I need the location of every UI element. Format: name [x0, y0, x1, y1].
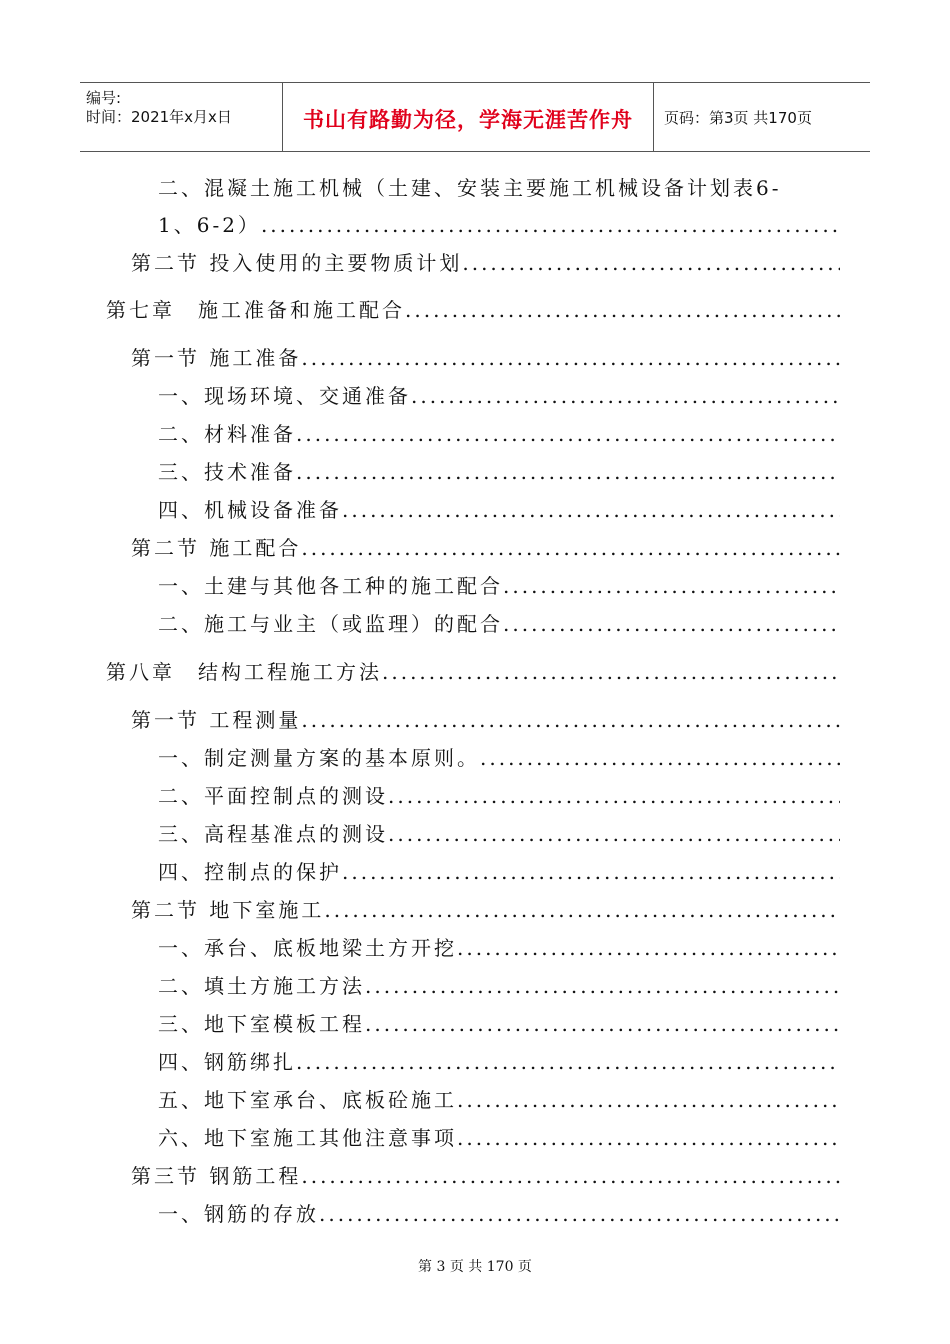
toc-entry[interactable]	[158, 1084, 840, 1112]
leader-dots	[457, 1126, 840, 1150]
header-page-cell	[654, 83, 870, 151]
toc-entry[interactable]	[131, 1160, 840, 1188]
leader-dots	[411, 384, 840, 408]
toc-entry[interactable]	[158, 608, 840, 636]
toc-entry-title: 三、地下室模板工程	[158, 1012, 365, 1036]
toc-entry-title: 1、6-2）	[158, 213, 261, 237]
toc-entry[interactable]	[158, 494, 840, 522]
toc-chapter[interactable]	[106, 294, 840, 322]
leader-dots	[382, 660, 840, 684]
toc-entry[interactable]	[158, 1198, 840, 1226]
toc-entry-title: 一、制定测量方案的基本原则。	[158, 746, 480, 770]
toc-entry[interactable]	[131, 532, 840, 560]
document-header	[80, 82, 870, 152]
toc-entry[interactable]	[158, 970, 840, 998]
header-motto-cell	[283, 83, 654, 151]
toc-entry[interactable]	[131, 894, 840, 922]
leader-dots	[261, 213, 840, 237]
toc-entry[interactable]	[158, 932, 840, 960]
toc-entry-title: 二、材料准备	[158, 422, 296, 446]
toc-entry[interactable]	[158, 570, 840, 598]
number-label: 编号:	[86, 89, 122, 107]
toc-entry-title: 第三节 钢筋工程	[131, 1164, 302, 1188]
leader-dots	[457, 1088, 840, 1112]
toc-entry-title: 二、平面控制点的测设	[158, 784, 388, 808]
leader-dots	[301, 1164, 840, 1188]
toc-entry-title: 第二节 施工配合	[131, 536, 302, 560]
toc-entry-title: 第八章 结构工程施工方法	[106, 660, 382, 684]
toc-entry[interactable]	[131, 247, 840, 275]
leader-dots	[503, 612, 840, 636]
footer-page-number: 第 3 页 共 170 页	[418, 1259, 532, 1275]
leader-dots	[365, 1012, 840, 1036]
toc-entry-title: 二、填土方施工方法	[158, 974, 365, 998]
toc-entry-title: 一、钢筋的存放	[158, 1202, 319, 1226]
toc-entry[interactable]	[158, 1046, 840, 1074]
leader-dots	[296, 460, 840, 484]
leader-dots	[480, 746, 840, 770]
leader-dots	[388, 822, 840, 846]
leader-dots	[324, 898, 840, 922]
leader-dots	[342, 498, 840, 522]
toc-entry-title: 三、技术准备	[158, 460, 296, 484]
leader-dots	[296, 1050, 840, 1074]
leader-dots	[342, 860, 840, 884]
toc-entry[interactable]	[158, 818, 840, 846]
toc-entry-title: 第七章 施工准备和施工配合	[106, 298, 405, 322]
toc-entry-title: 二、施工与业主（或监理）的配合	[158, 612, 503, 636]
toc-entry-title: 第二节 地下室施工	[131, 898, 325, 922]
toc-entry-title: 四、机械设备准备	[158, 498, 342, 522]
leader-dots	[388, 784, 840, 808]
leader-dots	[503, 574, 840, 598]
toc-entry[interactable]	[158, 1008, 840, 1036]
toc-entry[interactable]	[158, 780, 840, 808]
toc-entry[interactable]	[158, 380, 840, 408]
toc-entry-title: 四、钢筋绑扎	[158, 1050, 296, 1074]
toc-entry[interactable]	[158, 856, 840, 884]
leader-dots	[301, 708, 840, 732]
toc-entry-title: 一、承台、底板地梁土方开挖	[158, 936, 457, 960]
leader-dots	[296, 422, 840, 446]
toc-entry-title: 四、控制点的保护	[158, 860, 342, 884]
toc-entry-title: 五、地下室承台、底板砼施工	[158, 1088, 457, 1112]
page-footer	[0, 1256, 950, 1276]
leader-dots	[301, 536, 840, 560]
toc-entry-title: 第一节 工程测量	[131, 708, 302, 732]
leader-dots	[319, 1202, 840, 1226]
toc-entry-title: 六、地下室施工其他注意事项	[158, 1126, 457, 1150]
toc-entry-title: 一、现场环境、交通准备	[158, 384, 411, 408]
toc-chapter[interactable]	[106, 656, 840, 684]
leader-dots	[405, 298, 840, 322]
toc-entry-title: 三、高程基准点的测设	[158, 822, 388, 846]
toc-entry[interactable]	[158, 209, 840, 237]
toc-entry[interactable]	[131, 704, 840, 732]
toc-entry[interactable]	[158, 418, 840, 446]
toc-entry-title: 第二节 投入使用的主要物质计划	[131, 251, 463, 275]
leader-dots	[462, 251, 840, 275]
header-meta-cell	[80, 83, 283, 151]
toc-entry[interactable]	[131, 342, 840, 370]
header-motto: 书山有路勤为径，学海无涯苦作舟	[303, 108, 633, 132]
leader-dots	[301, 346, 840, 370]
toc-entry[interactable]	[158, 742, 840, 770]
toc-entry-wrapped-line1: 二、混凝土施工机械（土建、安装主要施工机械设备计划表6-	[158, 176, 782, 200]
leader-dots	[457, 936, 840, 960]
toc-entry[interactable]	[158, 456, 840, 484]
toc-entry[interactable]	[158, 1122, 840, 1150]
toc-entry-title: 第一节 施工准备	[131, 346, 302, 370]
toc-entry-title: 一、土建与其他各工种的施工配合	[158, 574, 503, 598]
time-label: 时间：2021年x月x日	[86, 108, 232, 126]
leader-dots	[365, 974, 840, 998]
header-page-info: 页码：第3页 共170页	[664, 109, 812, 127]
